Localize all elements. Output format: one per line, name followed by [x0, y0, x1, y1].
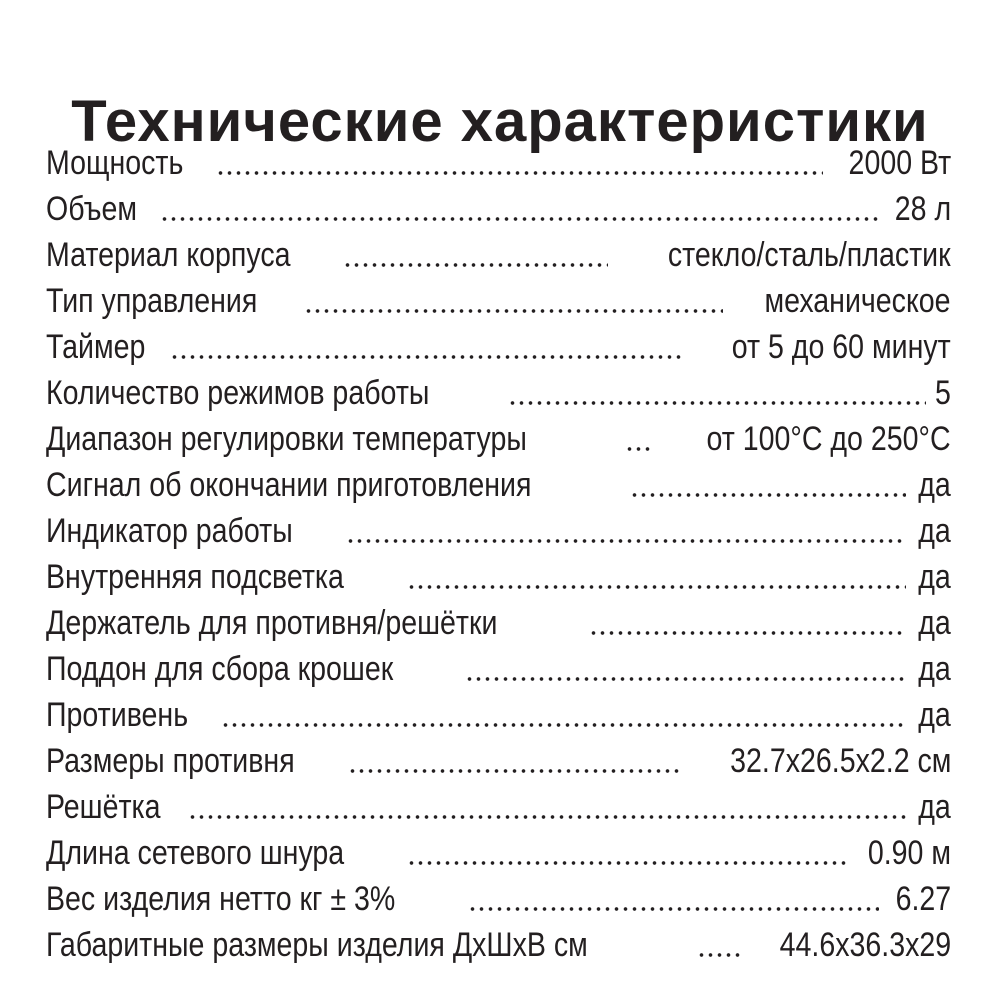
dot-leader	[304, 308, 724, 314]
spec-row	[46, 784, 951, 830]
spec-label: Диапазон регулировки температуры	[46, 420, 527, 458]
spec-row	[46, 738, 951, 784]
dot-leader	[465, 676, 906, 682]
spec-value: механическое	[764, 282, 951, 320]
spec-label: Количество режимов работы	[46, 374, 430, 412]
dot-leader	[589, 630, 906, 636]
spec-label: Индикатор работы	[46, 512, 293, 550]
spec-label: Вес изделия нетто кг ± 3%	[46, 880, 396, 918]
dot-leader	[625, 446, 655, 452]
spec-label: Противень	[46, 696, 189, 734]
dot-leader	[346, 538, 907, 544]
spec-value: да	[918, 696, 951, 734]
spec-label: Мощность	[46, 144, 184, 182]
spec-value: 2000 Вт	[848, 144, 951, 182]
spec-value: 44.6х36.3х29	[779, 926, 951, 964]
spec-label: Поддон для сбора крошек	[46, 650, 394, 688]
spec-row	[46, 646, 951, 692]
spec-row	[46, 186, 951, 232]
spec-value: от 5 до 60 минут	[731, 328, 951, 366]
spec-value: 0.90 м	[867, 834, 951, 872]
spec-row	[46, 140, 951, 186]
spec-value: от 100°С до 250°С	[706, 420, 951, 458]
dot-leader	[630, 492, 906, 498]
spec-row	[46, 600, 951, 646]
dot-leader	[188, 814, 906, 820]
spec-label: Таймер	[46, 328, 146, 366]
dot-leader	[407, 584, 907, 590]
spec-value: 5	[935, 374, 951, 412]
spec-value: 32.7х26.5х2.2 см	[729, 742, 951, 780]
spec-row	[46, 370, 951, 416]
spec-value: да	[918, 466, 951, 504]
spec-label: Объем	[46, 190, 137, 228]
spec-value: 6.27	[895, 880, 951, 918]
spec-value: да	[918, 512, 951, 550]
spec-label: Держатель для противня/решётки	[46, 604, 498, 642]
page-title: Технические характеристики	[71, 88, 929, 154]
spec-row	[46, 830, 951, 876]
spec-value: стекло/сталь/пластик	[668, 236, 951, 274]
spec-row	[46, 324, 951, 370]
dot-leader	[343, 262, 608, 268]
dot-leader	[160, 216, 878, 222]
spec-row	[46, 508, 951, 554]
spec-label: Длина сетевого шнура	[46, 834, 345, 872]
spec-value: 28 л	[894, 190, 951, 228]
dot-leader	[170, 354, 684, 360]
spec-row	[46, 692, 951, 738]
spec-label: Габаритные размеры изделия ДхШхВ см	[46, 926, 588, 964]
spec-value: да	[918, 558, 951, 596]
spec-value: да	[918, 650, 951, 688]
spec-row	[46, 232, 951, 278]
spec-row	[46, 416, 951, 462]
spec-label: Сигнал об окончании приготовления	[46, 466, 532, 504]
dot-leader	[508, 400, 926, 406]
spec-label: Внутренняя подсветка	[46, 558, 344, 596]
spec-row	[46, 278, 951, 324]
dot-leader	[697, 952, 741, 958]
spec-label: Материал корпуса	[46, 236, 291, 274]
spec-label: Решётка	[46, 788, 161, 826]
spec-list	[46, 140, 951, 968]
spec-row	[46, 876, 951, 922]
dot-leader	[221, 722, 906, 728]
dot-leader	[216, 170, 823, 176]
spec-row	[46, 462, 951, 508]
spec-row	[46, 554, 951, 600]
spec-value: да	[918, 604, 951, 642]
dot-leader	[407, 860, 846, 866]
spec-label: Размеры противня	[46, 742, 295, 780]
spec-row	[46, 922, 951, 968]
dot-leader	[468, 906, 879, 912]
spec-value: да	[918, 788, 951, 826]
dot-leader	[348, 768, 682, 774]
spec-label: Тип управления	[46, 282, 258, 320]
